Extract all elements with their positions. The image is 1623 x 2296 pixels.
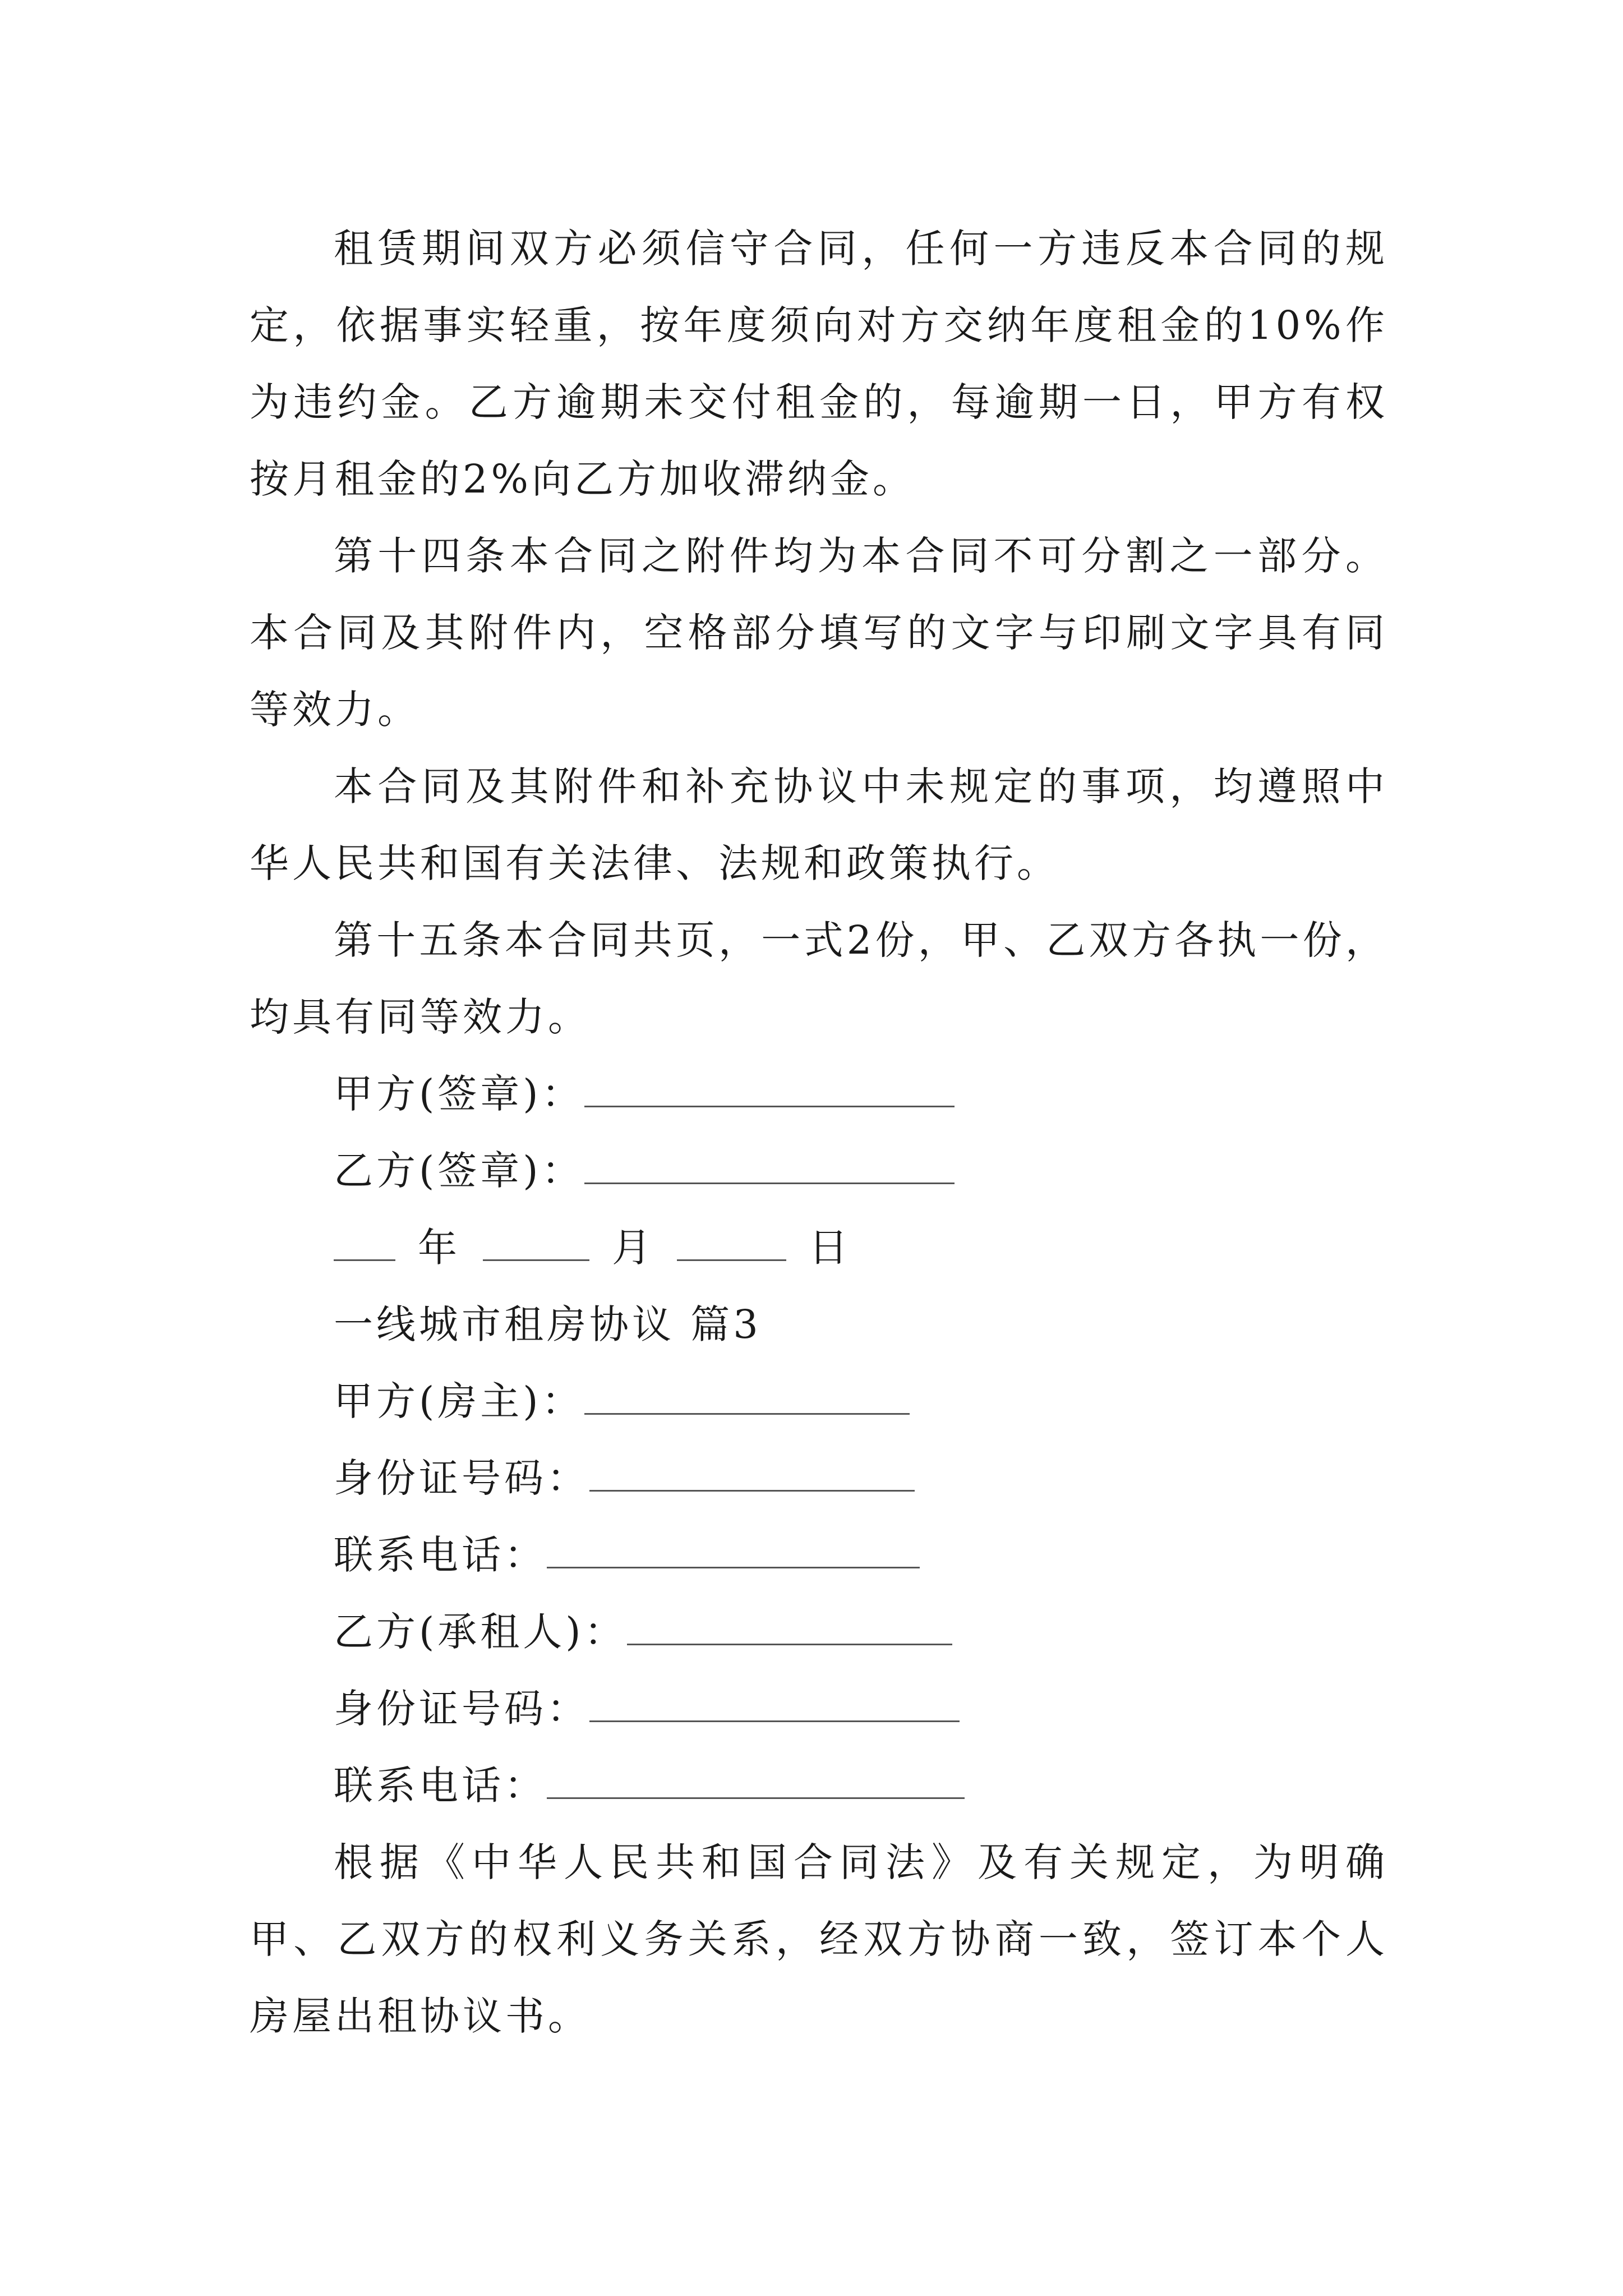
party-b-signature-line — [250, 1133, 1388, 1209]
landlord-line — [250, 1363, 1388, 1440]
tenant-blank[interactable] — [627, 1609, 952, 1645]
landlord-phone-line — [250, 1517, 1388, 1594]
tenant-phone-blank[interactable] — [547, 1763, 965, 1799]
party-a-signature-blank[interactable] — [584, 1071, 955, 1107]
landlord-phone-blank[interactable] — [547, 1532, 920, 1568]
year-label: 年 — [418, 1225, 460, 1271]
legal-compliance-paragraph: 本合同及其附件和补充协议中未规定的事项，均遵照中华人民共和国有关法律、法规和政策执行。 — [250, 763, 1388, 886]
party-a-signature-label: 甲方(签章)： — [334, 1071, 584, 1117]
landlord-id-label: 身份证号码： — [334, 1455, 589, 1501]
month-blank[interactable] — [483, 1225, 589, 1261]
tenant-id-line — [250, 1671, 1388, 1747]
landlord-phone-label: 联系电话： — [334, 1532, 547, 1578]
tenant-phone-line — [250, 1747, 1388, 1824]
tenant-label: 乙方(承租人)： — [334, 1609, 627, 1655]
day-label: 日 — [809, 1225, 851, 1271]
tenant-id-label: 身份证号码： — [334, 1686, 589, 1732]
party-a-signature-line — [250, 1056, 1388, 1133]
party-b-signature-blank[interactable] — [584, 1148, 955, 1184]
date-line — [250, 1209, 1388, 1286]
breach-clause-paragraph: 租赁期间双方必须信守合同，任何一方违反本合同的规定，依据事实轻重，按年度须向对方交纳年度租金的10%作为违约金。乙方逾期未交付租金的，每逾期一日，甲方有权按月租金的2%向乙方加收滞纳金。 — [250, 226, 1388, 502]
tenant-id-blank[interactable] — [589, 1686, 960, 1722]
landlord-id-blank[interactable] — [589, 1455, 915, 1492]
agreement-preamble-paragraph: 根据《中华人民共和国合同法》及有关规定，为明确甲、乙双方的权利义务关系，经双方协商一致，签订本个人房屋出租协议书。 — [250, 1839, 1388, 2039]
article-15-paragraph: 第十五条本合同共页，一式2份，甲、乙双方各执一份，均具有同等效力。 — [250, 917, 1388, 1040]
landlord-id-line — [250, 1440, 1388, 1517]
tenant-line — [250, 1594, 1388, 1671]
document-body — [250, 210, 1388, 2055]
day-blank[interactable] — [677, 1225, 786, 1261]
article-14-paragraph: 第十四条本合同之附件均为本合同不可分割之一部分。本合同及其附件内，空格部分填写的文字与印刷文字具有同等效力。 — [250, 533, 1388, 733]
landlord-label: 甲方(房主)： — [334, 1378, 584, 1424]
party-b-signature-label: 乙方(签章)： — [334, 1148, 584, 1194]
year-blank[interactable] — [334, 1225, 395, 1261]
landlord-blank[interactable] — [584, 1378, 910, 1415]
section-title: 一线城市租房协议 篇3 — [334, 1301, 762, 1347]
tenant-phone-label: 联系电话： — [334, 1763, 547, 1809]
month-label: 月 — [612, 1225, 654, 1271]
